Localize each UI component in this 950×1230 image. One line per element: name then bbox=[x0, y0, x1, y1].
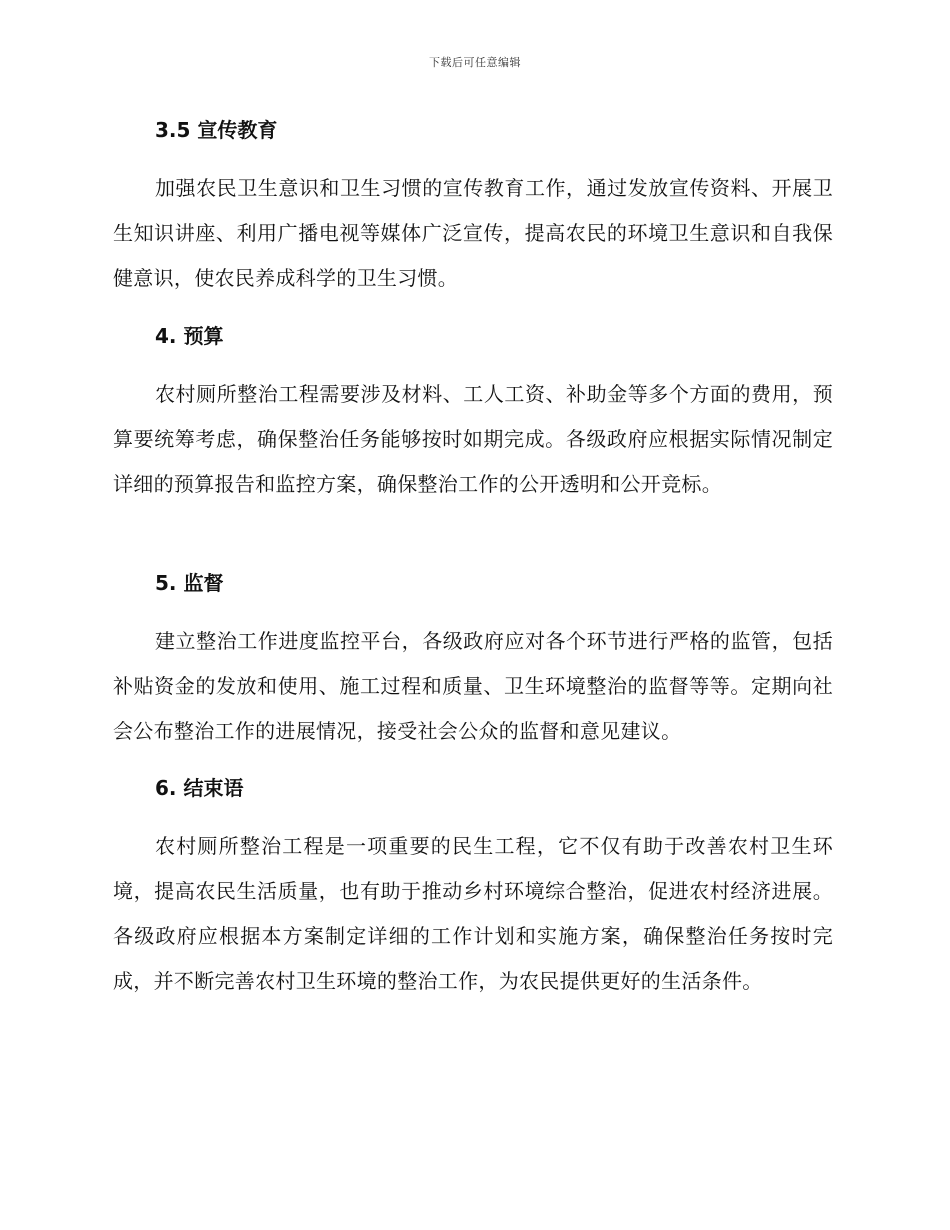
section-paragraph: 加强农民卫生意识和卫生习惯的宣传教育工作，通过发放宣传资料、开展卫生知识讲座、利用广播电视等媒体广泛宣传，提高农民的环境卫生意识和自我保健意识，使农民养成科学的卫生习惯。 bbox=[113, 176, 833, 290]
section-publicity-education bbox=[113, 108, 833, 301]
section-paragraph: 农村厕所整治工程需要涉及材料、工人工资、补助金等多个方面的费用，预算要统筹考虑，确保整治任务能够按时如期完成。各级政府应根据实际情况制定详细的预算报告和监控方案，确保整治工作的公开透明和公开竞标。 bbox=[113, 382, 833, 496]
section-heading: 3.5 宣传教育 bbox=[155, 118, 278, 142]
page-header-note: 下载后可任意编辑 bbox=[429, 56, 521, 69]
section-conclusion bbox=[113, 766, 833, 1004]
section-supervision bbox=[113, 561, 833, 754]
section-paragraph: 农村厕所整治工程是一项重要的民生工程，它不仅有助于改善农村卫生环境，提高农民生活质量，也有助于推动乡村环境综合整治，促进农村经济进展。各级政府应根据本方案制定详细的工作计划和实施方案，确保整治任务按时完成，并不断完善农村卫生环境的整治工作，为农民提供更好的生活条件。 bbox=[113, 834, 833, 993]
section-heading: 4. 预算 bbox=[155, 324, 224, 348]
section-heading: 6. 结束语 bbox=[155, 776, 244, 800]
section-budget bbox=[113, 314, 833, 507]
section-paragraph: 建立整治工作进度监控平台，各级政府应对各个环节进行严格的监管，包括补贴资金的发放和使用、施工过程和质量、卫生环境整治的监督等等。定期向社会公布整治工作的进展情况，接受社会公众的监督和意见建议。 bbox=[113, 629, 833, 743]
section-heading: 5. 监督 bbox=[155, 571, 224, 595]
